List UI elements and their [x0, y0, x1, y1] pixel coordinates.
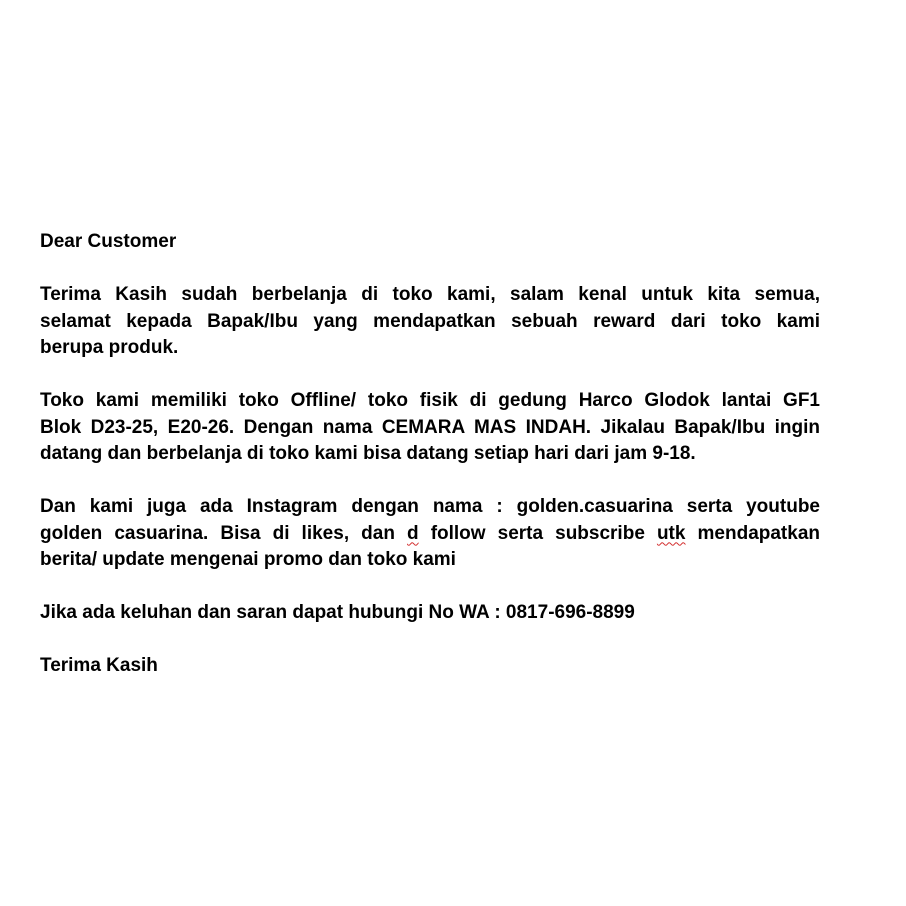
thank-you-paragraph — [40, 282, 820, 362]
paragraph-spacer — [40, 627, 820, 654]
text-run: follow serta subscribe — [418, 522, 657, 544]
spellcheck-flagged-word[interactable]: utk — [656, 522, 686, 544]
paragraph-line: berupa produk. — [40, 337, 179, 358]
paragraph-line: Terima Kasih sudah berbelanja di toko kami, salam kenal untuk kita semua, — [40, 284, 820, 305]
paragraph-line: selamat kepada Bapak/Ibu yang mendapatkan sebuah reward dari toko kami — [40, 310, 820, 332]
greeting-line: Dear Customer — [40, 231, 177, 252]
social-media-paragraph — [40, 494, 820, 574]
closing-line: Terima Kasih — [40, 655, 158, 676]
text-run: mendapatkan — [685, 522, 820, 544]
contact-line: Jika ada keluhan dan saran dapat hubungi No WA : 0817-696-8899 — [40, 602, 635, 623]
paragraph-line: Blok D23-25, E20-26. Dengan nama CEMARA MAS INDAH. Jikalau Bapak/Ibu ingin — [40, 416, 820, 438]
store-info-paragraph — [40, 388, 820, 468]
document-body — [40, 229, 820, 680]
paragraph-line: Toko kami memiliki toko Offline/ toko fisik di gedung Harco Glodok lantai GF1 — [40, 390, 820, 411]
spellcheck-flagged-word[interactable]: d — [407, 522, 419, 544]
text-run: golden casuarina. Bisa di likes, dan — [40, 522, 408, 544]
paragraph-spacer — [40, 574, 820, 601]
paragraph-line: berita/ update mengenai promo dan toko kami — [40, 549, 456, 570]
paragraph-line: Dan kami juga ada Instagram dengan nama : golden.casuarina serta youtube — [40, 496, 820, 517]
paragraph-spacer — [40, 256, 820, 283]
paragraph-line: datang dan berbelanja di toko kami bisa datang setiap hari dari jam 9-18. — [40, 443, 696, 464]
paragraph-spacer — [40, 362, 820, 389]
paragraph-spacer — [40, 468, 820, 495]
paragraph-line — [40, 521, 820, 548]
